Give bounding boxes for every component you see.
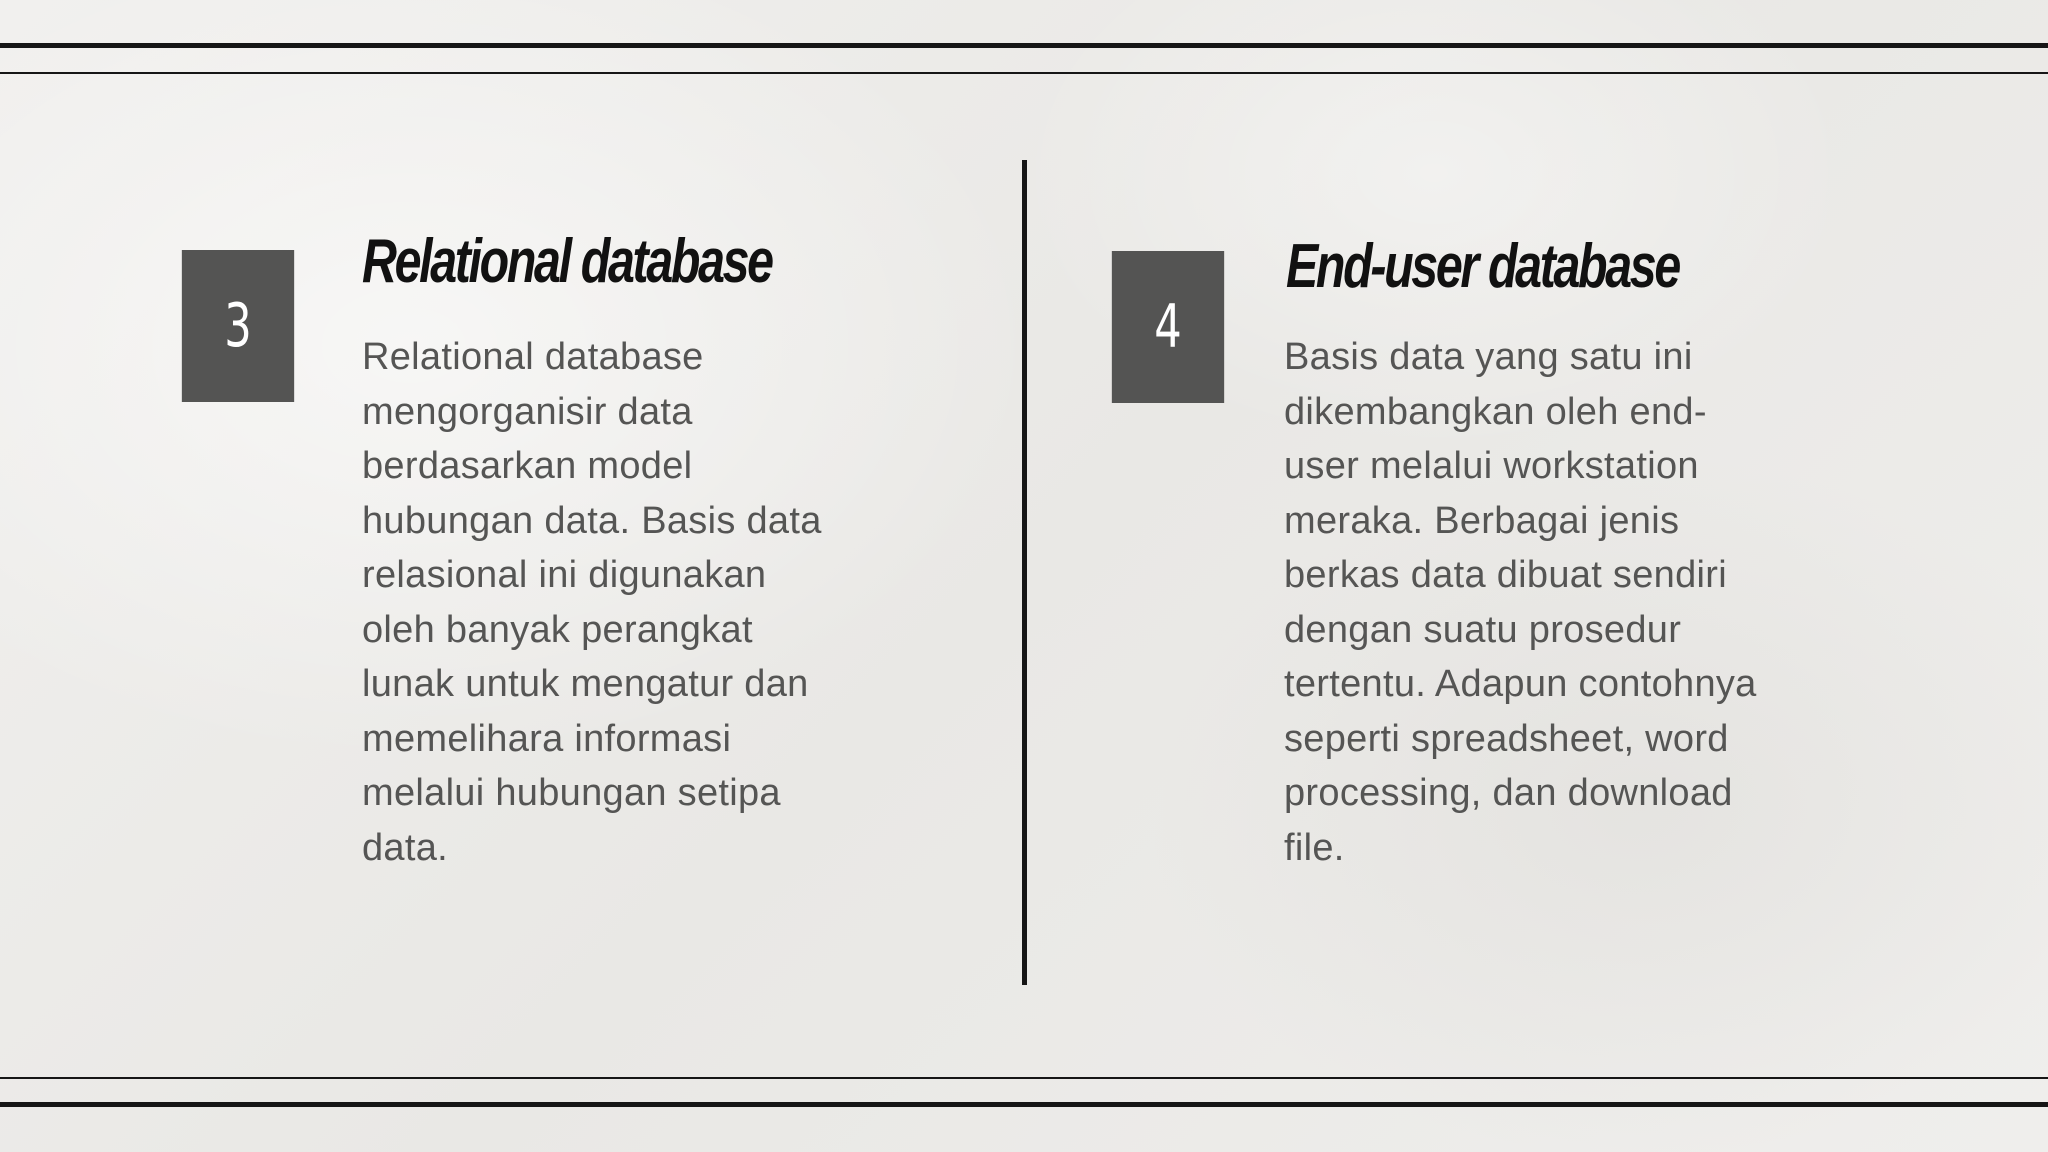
card-4-number: 4: [1154, 292, 1182, 362]
top-rule-thin: [0, 72, 2048, 74]
card-3-number-box: [182, 250, 294, 402]
bottom-rule-thin: [0, 1077, 2048, 1079]
bottom-rule-thick: [0, 1102, 2048, 1107]
card-3-description: Relational database mengorganisir data berdasarkan model hubungan data. Basis data relasional ini digunakan oleh banyak perangkat lunak untuk mengatur dan memelihara informasi melalui hubungan setipa data.: [362, 336, 822, 869]
card-3-number: 3: [224, 291, 252, 361]
card-4-number-box: [1112, 251, 1224, 403]
card-3-title: Relational database: [362, 227, 772, 296]
card-4-description: Basis data yang satu ini dikembangkan oleh end- user melalui workstation meraka. Berbagai jenis berkas data dibuat sendiri dengan suatu prosedur tertentu. Adapun contohnya seperti spreadsheet, word processing, dan download file.: [1284, 336, 1757, 869]
center-divider: [1022, 160, 1027, 985]
top-rule-thick: [0, 43, 2048, 48]
card-4-title: End-user database: [1286, 232, 1679, 301]
